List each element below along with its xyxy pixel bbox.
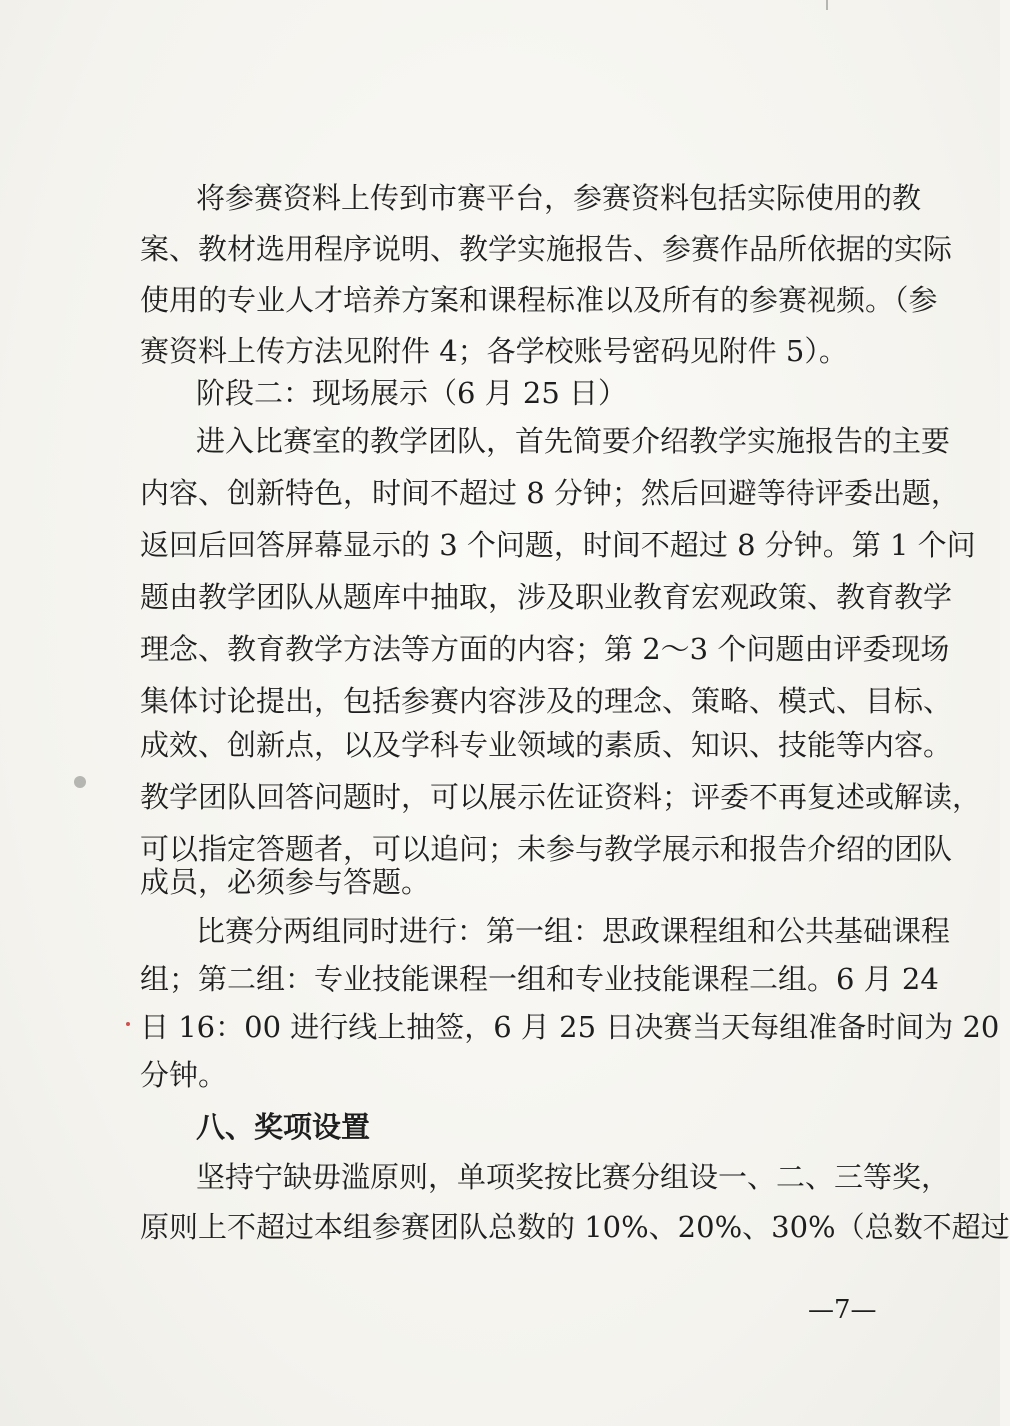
- text-line: 返回后回答屏幕显示的 3 个问题，时间不超过 8 分钟。第 1 个问: [140, 528, 976, 562]
- text-line: 将参赛资料上传到市赛平台，参赛资料包括实际使用的教: [196, 181, 922, 215]
- section-label: 阶段二：现场展示（6 月 25 日）: [196, 376, 628, 410]
- scan-mark: [826, 0, 828, 10]
- text-line: 分钟。: [140, 1058, 228, 1092]
- text-line: 赛资料上传方法见附件 4；各学校账号密码见附件 5）。: [140, 334, 848, 368]
- text-line: 教学团队回答问题时，可以展示佐证资料；评委不再复述或解读，: [140, 780, 982, 814]
- text-line: 成员，必须参与答题。: [140, 865, 431, 899]
- text-line: 内容、创新特色，时间不超过 8 分钟；然后回避等待评委出题，: [140, 476, 960, 510]
- text-line: 组；第二组：专业技能课程一组和专业技能课程二组。6 月 24: [140, 962, 939, 996]
- page-number: —7—: [808, 1295, 877, 1325]
- text-line: 原则上不超过本组参赛团队总数的 10%、20%、30%（总数不超过: [140, 1210, 1010, 1244]
- text-line: 集体讨论提出，包括参赛内容涉及的理念、策略、模式、目标、: [140, 684, 953, 718]
- section-heading: 八、奖项设置: [196, 1110, 371, 1144]
- text-line: 使用的专业人才培养方案和课程标准以及所有的参赛视频。（参: [140, 283, 938, 317]
- scan-dot: [126, 1022, 130, 1026]
- text-line: 成效、创新点，以及学科专业领域的素质、知识、技能等内容。: [140, 728, 953, 762]
- text-line: 日 16：00 进行线上抽签，6 月 25 日决赛当天每组准备时间为 20: [140, 1010, 1000, 1044]
- text-line: 坚持宁缺毋滥原则，单项奖按比赛分组设一、二、三等奖，: [196, 1160, 951, 1194]
- text-line: 比赛分两组同时进行：第一组：思政课程组和公共基础课程: [196, 914, 951, 948]
- text-line: 进入比赛室的教学团队，首先简要介绍教学实施报告的主要: [196, 424, 951, 458]
- text-line: 可以指定答题者，可以追问；未参与教学展示和报告介绍的团队: [140, 832, 953, 866]
- text-line: 理念、教育教学方法等方面的内容；第 2～3 个问题由评委现场: [140, 632, 950, 666]
- text-line: 案、教材选用程序说明、教学实施报告、参赛作品所依据的实际: [140, 232, 953, 266]
- scan-speck: [74, 776, 86, 788]
- text-line: 题由教学团队从题库中抽取，涉及职业教育宏观政策、教育教学: [140, 580, 953, 614]
